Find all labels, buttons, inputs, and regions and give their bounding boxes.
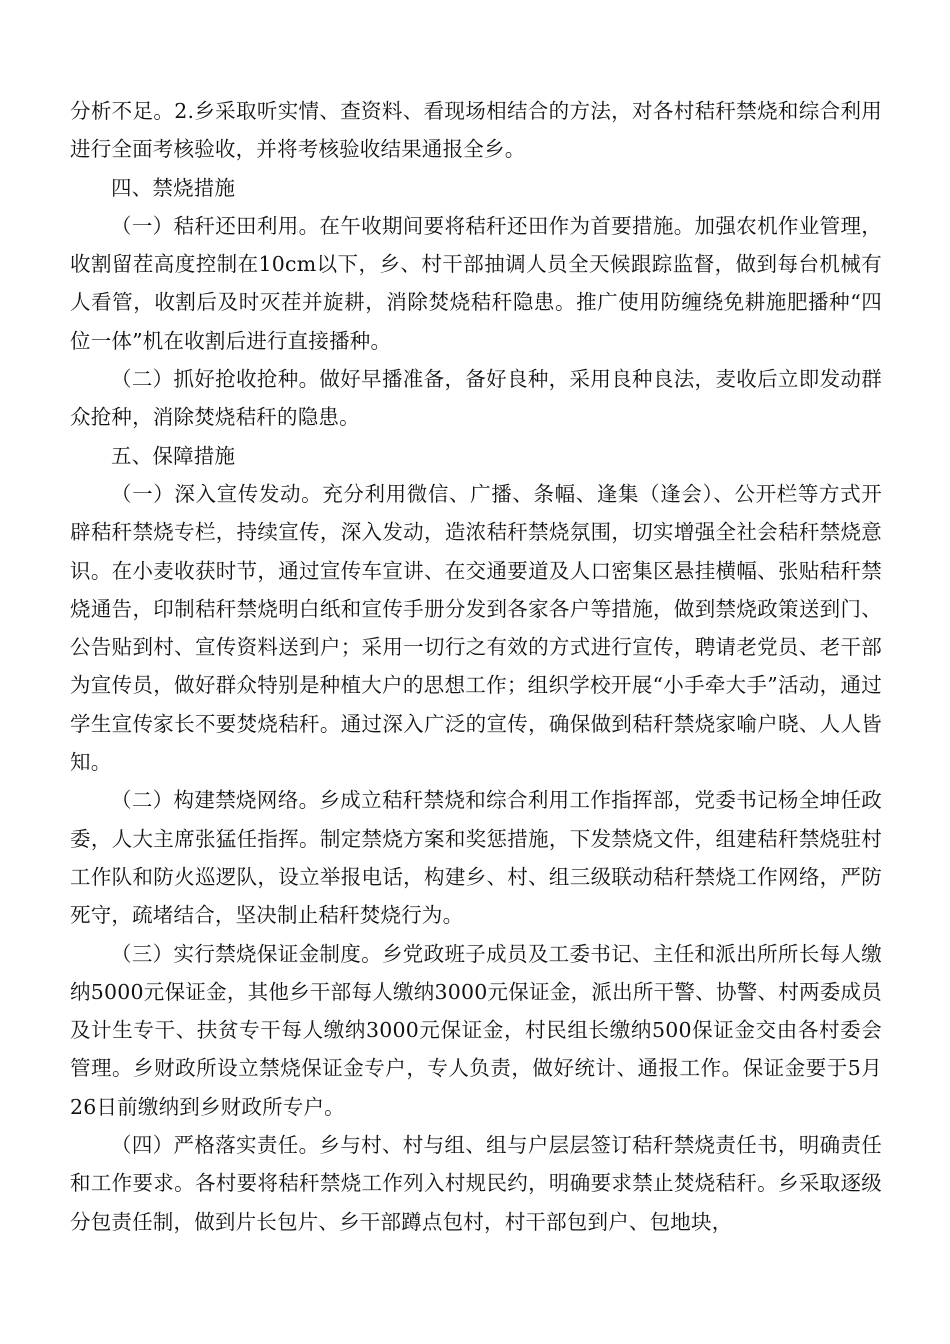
document-body	[70, 92, 882, 1241]
paragraph-continuation: 分析不足。2.乡采取听实情、查资料、看现场相结合的方法，对各村秸秆禁烧和综合利用进行全面考核验收，并将考核验收结果通报全乡。	[70, 99, 882, 162]
paragraph-harvest-sowing: （二）抓好抢收抢种。做好早播准备，备好良种，采用良种良法，麦收后立即发动群众抢种，消除焚烧秸秆的隐患。	[70, 367, 882, 430]
paragraph-publicity: （一）深入宣传发动。充分利用微信、广播、条幅、逢集（逢会）、公开栏等方式开辟秸秆禁烧专栏，持续宣传，深入发动，造浓秸秆禁烧氛围，切实增强全社会秸秆禁烧意识。在小麦收获时节，通过宣传车宣讲、在交通要道及人口密集区悬挂横幅、张贴秸秆禁烧通告，印制秸秆禁烧明白纸和宣传手册分发到各家各户等措施，做到禁烧政策送到门、公告贴到村、宣传资料送到户；采用一切行之有效的方式进行宣传，聘请老党员、老干部为宣传员，做好群众特别是种植大户的思想工作；组织学校开展“小手牵大手”活动，通过学生宣传家长不要焚烧秸秆。通过深入广泛的宣传，确保做到秸秆禁烧家喻户晓、人人皆知。	[70, 481, 882, 775]
section-heading-safeguards: 五、保障措施	[111, 443, 236, 468]
paragraph-network: （二）构建禁烧网络。乡成立秸秆禁烧和综合利用工作指挥部，党委书记杨全坤任政委，人大主席张猛任指挥。制定禁烧方案和奖惩措施，下发禁烧文件，组建秸秆禁烧驻村工作队和防火巡逻队，设立举报电话，构建乡、村、组三级联动秸秆禁烧工作网络，严防死守，疏堵结合，坚决制止秸秆焚烧行为。	[70, 788, 882, 928]
paragraph-responsibility: （四）严格落实责任。乡与村、村与组、组与户层层签订秸秆禁烧责任书，明确责任和工作要求。各村要将秸秆禁烧工作列入村规民约，明确要求禁止焚烧秸秆。乡采取逐级分包责任制，做到片长包片、乡干部蹲点包村，村干部包到户、包地块，	[70, 1133, 882, 1234]
paragraph-deposit-system: （三）实行禁烧保证金制度。乡党政班子成员及工委书记、主任和派出所所长每人缴纳5000元保证金，其他乡干部每人缴纳3000元保证金，派出所干警、协警、村两委成员及计生专干、扶贫专干每人缴纳3000元保证金，村民组长缴纳500保证金交由各村委会管理。乡财政所设立禁烧保证金专户，专人负责，做好统计、通报工作。保证金要于5月26日前缴纳到乡财政所专户。	[70, 941, 882, 1119]
paragraph-straw-return: （一）秸秆还田利用。在午收期间要将秸秆还田作为首要措施。加强农机作业管理，收割留茬高度控制在10cm以下，乡、村干部抽调人员全天候跟踪监督，做到每台机械有人看管，收割后及时灭茬并旋耕，消除焚烧秸秆隐患。推广使用防缠绕免耕施肥播种“四位一体”机在收割后进行直接播种。	[70, 213, 882, 353]
section-heading-measures: 四、禁烧措施	[111, 175, 236, 200]
